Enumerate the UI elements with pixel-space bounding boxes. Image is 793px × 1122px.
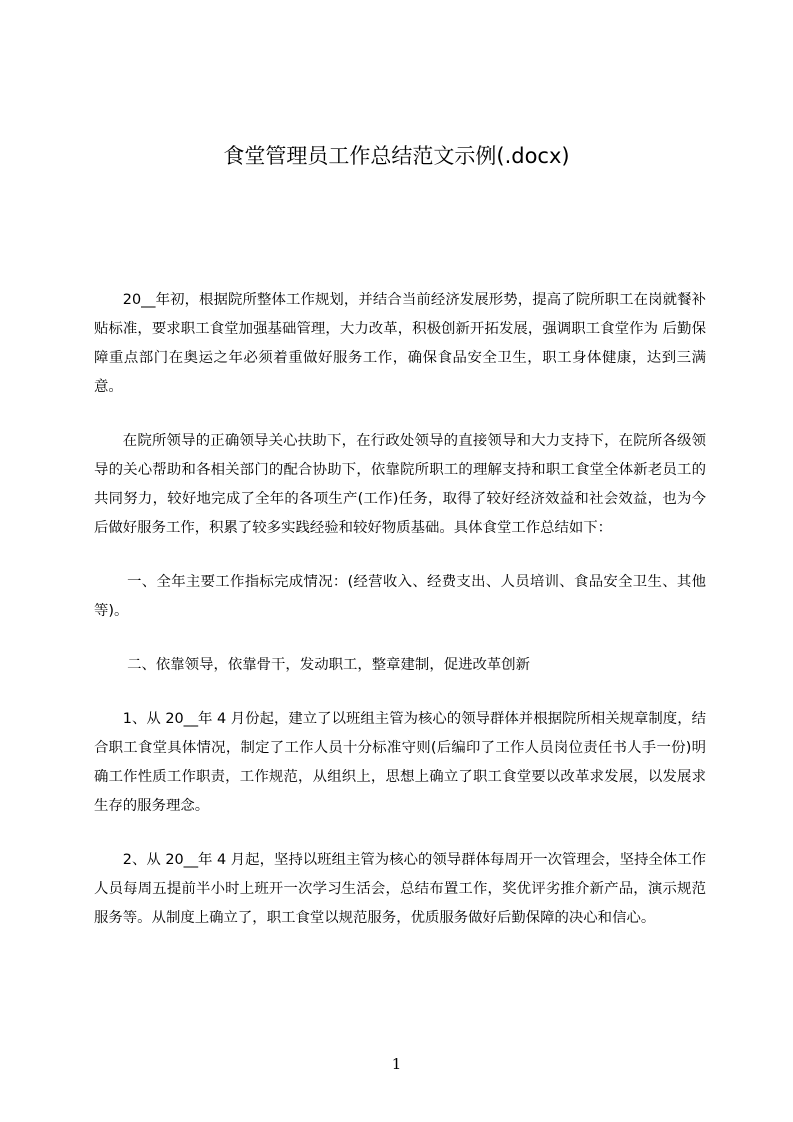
section-heading-indicators: 一、全年主要工作指标完成情况：(经营收入、经费支出、人员培训、食品安全卫生、其他等)。	[94, 574, 706, 619]
paragraph-support: 在院所领导的正确领导关心扶助下，在行政处领导的直接领导和大力支持下，在院所各级领导的关心帮助和各相关部门的配合协助下，依靠院所职工的理解支持和职工食堂全体新老员工的共同努力，较好地完成了全年的各项生产(工作)任务，取得了较好经济效益和社会效益，也为今后做好服务工作，积累了较多实践经验和较好物质基础。具体食堂工作总结如下：	[94, 433, 706, 536]
document-title: 食堂管理员工作总结范文示例(.docx)	[223, 144, 570, 168]
paragraph-intro: 20__年初，根据院所整体工作规划，并结合当前经济发展形势，提高了院所职工在岗就餐补贴标准，要求职工食堂加强基础管理，大力改革，积极创新开拓发展，强调职工食堂作为 后勤保障重点部门在奥运之年必须着重做好服务工作，确保食品安全卫生，职工身体健康，达到三满意。	[94, 292, 706, 395]
page-number: 1	[391, 1055, 402, 1073]
paragraph-item-2: 2、从 20__年 4 月起，坚持以班组主管为核心的领导群体每周开一次管理会，坚持全体工作人员每周五提前半小时上班开一次学习生活会，总结布置工作，奖优评劣推介新产品，演示规范服务等。从制度上确立了，职工食堂以规范服务，优质服务做好后勤保障的决心和信心。	[94, 852, 706, 926]
section-heading-reform: 二、依靠领导，依靠骨干，发动职工，整章建制，促进改革创新	[127, 657, 531, 673]
document-body	[94, 286, 706, 958]
paragraph-item-1: 1、从 20__年 4 月份起，建立了以班组主管为核心的领导群体并根据院所相关规章制度，结合职工食堂具体情况，制定了工作人员十分标准守则(后编印了工作人员岗位责任书人手一份)明确工作性质工作职责，工作规范，从组织上，思想上确立了职工食堂要以改革求发展，以发展求生存的服务理念。	[94, 711, 706, 814]
